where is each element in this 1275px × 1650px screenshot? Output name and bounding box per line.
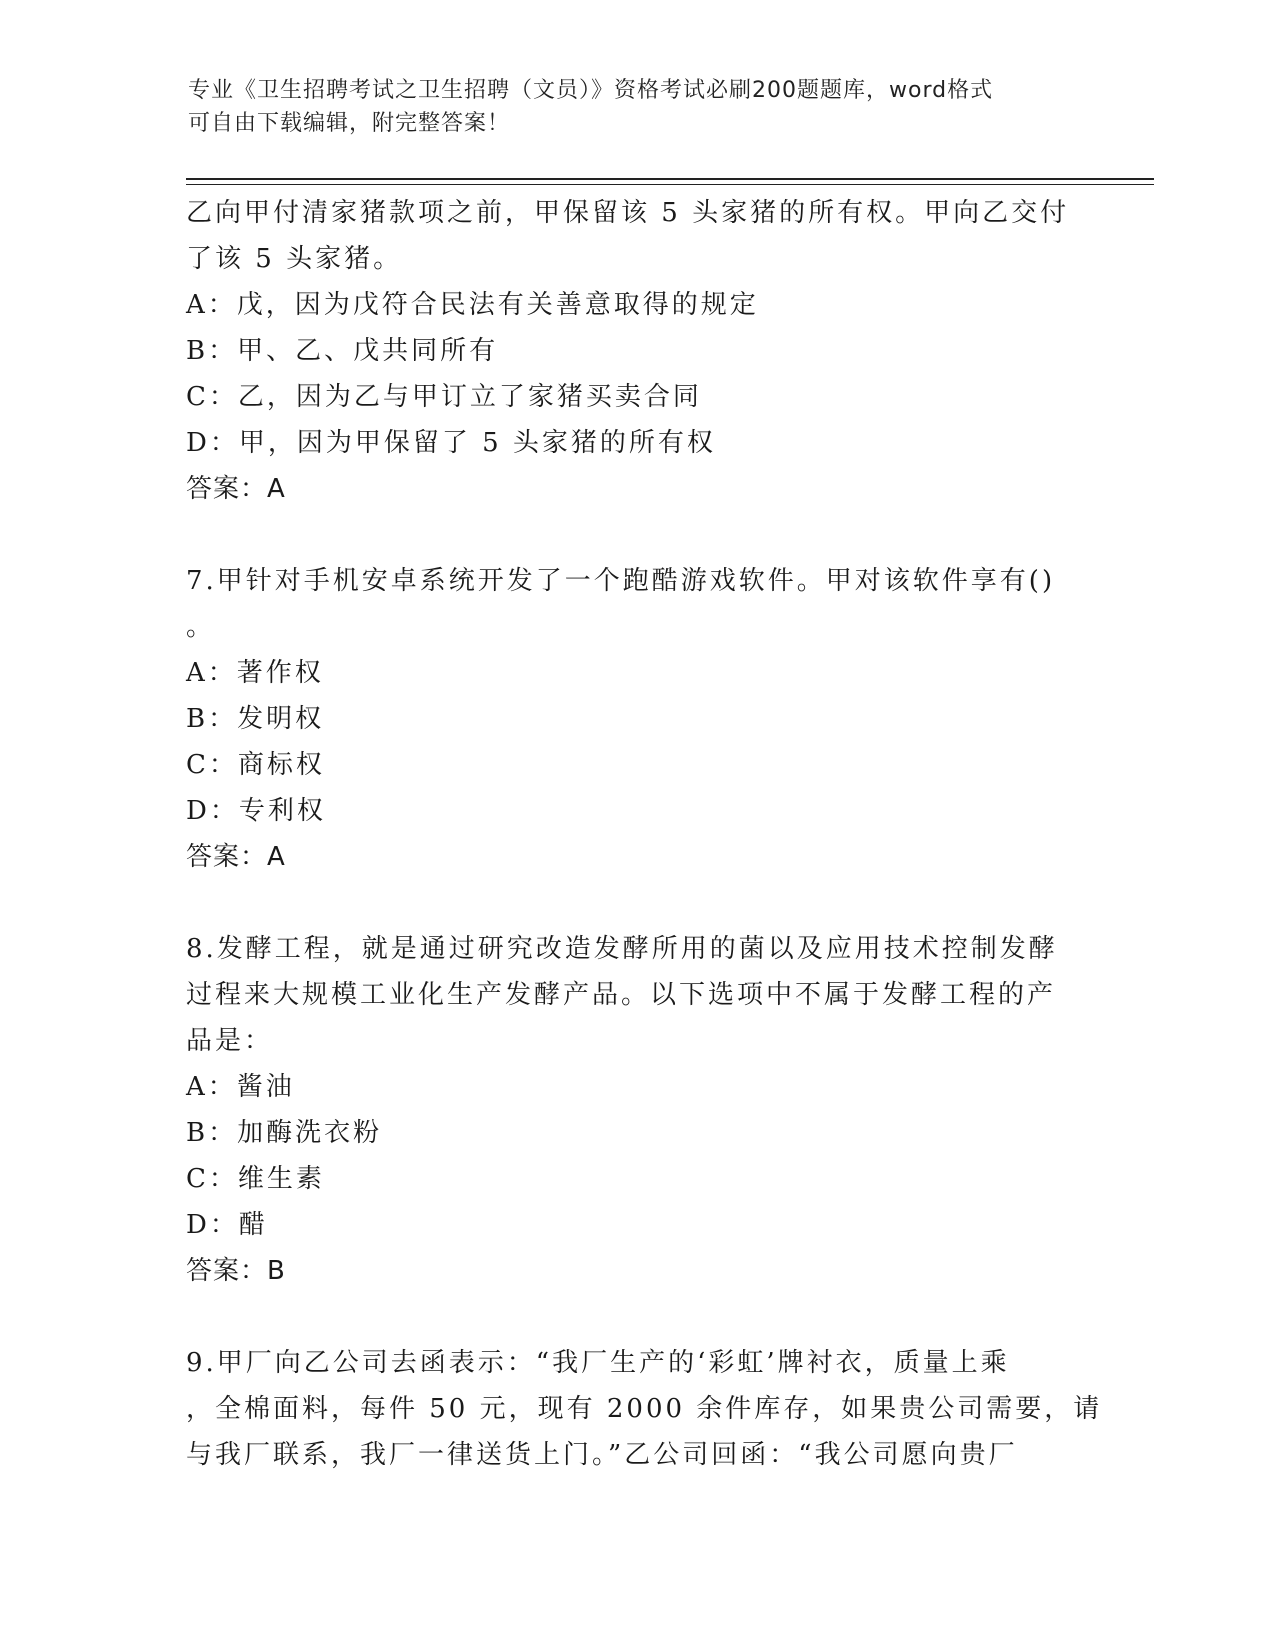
answer-line: 答案：A bbox=[186, 842, 286, 872]
question-spacer bbox=[186, 880, 1066, 926]
question-text-line: 8.发酵工程，就是通过研究改造发酵所用的菌以及应用技术控制发酵 bbox=[186, 934, 1058, 964]
question-spacer bbox=[186, 1294, 1066, 1340]
question-8 bbox=[186, 926, 1066, 1294]
option-a: A：著作权 bbox=[186, 658, 324, 688]
question-text-line: 过程来大规模工业化生产发酵产品。以下选项中不属于发酵工程的产 bbox=[186, 980, 1057, 1010]
option-d: D：甲，因为甲保留了 5 头家猪的所有权 bbox=[186, 428, 716, 458]
answer-line: 答案：A bbox=[186, 474, 286, 504]
question-7 bbox=[186, 558, 1066, 880]
option-c: C：乙，因为乙与甲订立了家猪买卖合同 bbox=[186, 382, 702, 412]
document-header bbox=[188, 74, 1068, 140]
option-b: B：甲、乙、戊共同所有 bbox=[186, 336, 499, 366]
header-divider-thick bbox=[186, 178, 1154, 180]
question-spacer bbox=[186, 512, 1066, 558]
option-a: A：酱油 bbox=[186, 1072, 295, 1102]
question-text-line: 。 bbox=[186, 612, 216, 642]
question-text-line: 7.甲针对手机安卓系统开发了一个跑酷游戏软件。甲对该软件享有() bbox=[186, 566, 1056, 596]
header-divider-thin bbox=[186, 184, 1154, 185]
question-text-line: 9.甲厂向乙公司去函表示：“我厂生产的‘彩虹’牌衬衣，质量上乘 bbox=[186, 1348, 1010, 1378]
question-text-line: 品是： bbox=[186, 1026, 274, 1056]
option-d: D：醋 bbox=[186, 1210, 268, 1240]
option-c: C：商标权 bbox=[186, 750, 325, 780]
question-text-line: ，全棉面料，每件 50 元，现有 2000 余件库存，如果贵公司需要，请 bbox=[186, 1394, 1103, 1424]
answer-line: 答案：B bbox=[186, 1256, 286, 1286]
option-c: C：维生素 bbox=[186, 1164, 325, 1194]
question-text-line: 与我厂联系，我厂一律送货上门。”乙公司回函：“我公司愿向贵厂 bbox=[186, 1440, 1018, 1470]
question-6 bbox=[186, 190, 1070, 512]
header-line-2: 可自由下载编辑，附完整答案！ bbox=[188, 111, 511, 136]
document-body bbox=[186, 190, 1103, 1478]
option-b: B：发明权 bbox=[186, 704, 325, 734]
question-text-line: 了该 5 头家猪。 bbox=[186, 244, 403, 274]
question-9 bbox=[186, 1340, 1103, 1478]
option-d: D：专利权 bbox=[186, 796, 326, 826]
option-b: B：加酶洗衣粉 bbox=[186, 1118, 383, 1148]
option-a: A：戊，因为戊符合民法有关善意取得的规定 bbox=[186, 290, 759, 320]
question-text-line: 乙向甲付清家猪款项之前，甲保留该 5 头家猪的所有权。甲向乙交付 bbox=[186, 198, 1070, 228]
header-line-1: 专业《卫生招聘考试之卫生招聘（文员）》资格考试必刷200题题库，word格式 bbox=[188, 78, 994, 103]
